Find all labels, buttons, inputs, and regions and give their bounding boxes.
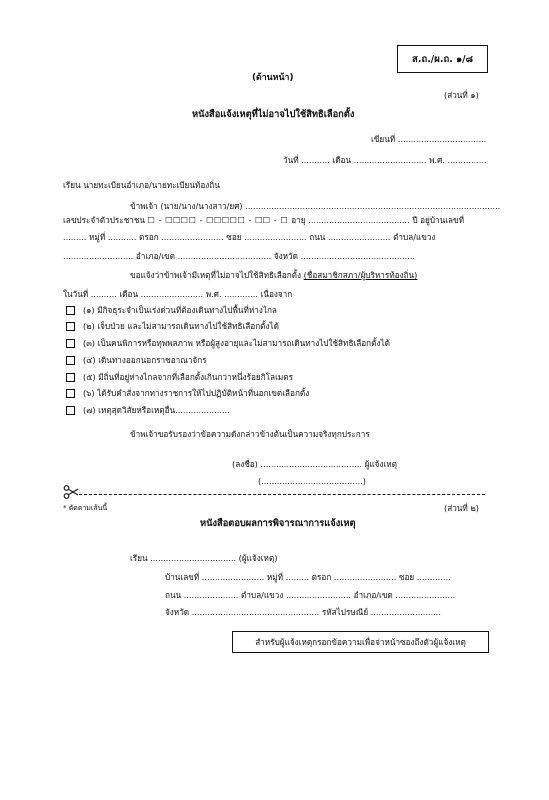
form-code-box: [397, 45, 488, 73]
reason-label-2: (๒) เจ็บป่วย และไม่สามารถเดินทางไปใช้สิทธิเลือกตั้งได้: [83, 321, 279, 331]
reason-checkbox-1[interactable]: [66, 306, 75, 315]
reason-label-5: (๕) มีถิ่นที่อยู่ห่างไกลจากที่เลือกตั้งเกินกว่าหนึ่งร้อยกิโลเมตร: [83, 372, 293, 382]
reason-checkbox-5[interactable]: [66, 373, 75, 382]
address-line-2[interactable]: ........................... อำเภอ/เขต .................................... จังหวัด ............................................: [63, 251, 416, 261]
salutation: เรียน นายทะเบียนอำเภอ/นายทะเบียนท้องถิ่น: [63, 180, 220, 190]
citizen-id-row[interactable]: [63, 215, 464, 226]
reply-address-line-1[interactable]: บ้านเลขที่ ........................ หมู่ที่ ......... ตรอก ........................ ซอย .............: [165, 572, 451, 582]
form-code: ส.ถ./ผ.ถ. ๑/๘: [412, 53, 473, 65]
written-at-field[interactable]: เขียนที่ ..................................: [371, 134, 487, 144]
reply-recipient-field[interactable]: เรียน ................................. (ผู้แจ้งเหตุ): [130, 553, 278, 563]
reason-label-4: (๔) เดินทางออกนอกราชอาณาจักร: [83, 355, 207, 365]
applicant-name-field[interactable]: ข้าพเจ้า (นาย/นาง/นางสาว/ยศ) ..................................................................................................: [130, 201, 501, 211]
applicant-note-text: สำหรับผู้แจ้งเหตุกรอกข้อความเพื่อจ่าหน้าซองถึงตัวผู้แจ้งเหตุ: [255, 636, 466, 647]
citizen-id-label: เลขประจำตัวประชาชน: [63, 215, 146, 225]
reply-address-line-2[interactable]: ถนน ..................... ตำบล/แขวง ......................... อำเภอ/เขต .......................: [165, 590, 456, 600]
citizen-id-boxes[interactable]: ☐ - ☐☐☐☐ - ☐☐☐☐☐ - ☐☐ - ☐: [147, 215, 292, 225]
reason-checkbox-3[interactable]: [66, 339, 75, 348]
election-date-field[interactable]: ในวันที่ .......... เดือน ........................ พ.ศ. ............. เนื่องจาก: [63, 289, 293, 299]
reason-checkbox-4[interactable]: [66, 356, 75, 365]
reply-title: หนังสือตอบผลการพิจารณาการแจ้งเหตุ: [200, 518, 356, 529]
reason-label-3: (๓) เป็นคนพิการหรือทุพพลภาพ หรือผู้สูงอายุและไม่สามารถเดินทางไปใช้สิทธิเลือกตั้งได้: [83, 338, 390, 348]
applicant-note-box: [232, 631, 489, 653]
address-line-1[interactable]: ......... หมู่ที่ ........... ตรอก ........................ ซอย ........................ ถนน ........................ ตำบล/แขวง: [63, 232, 436, 242]
reason-checkbox-6[interactable]: [66, 389, 75, 398]
document-title: หนังสือแจ้งเหตุที่ไม่อาจไปใช้สิทธิเลือกตั้ง: [192, 109, 355, 120]
notify-paren: (ชื่อสมาชิกสภา/ผู้บริหารท้องถิ่น): [303, 270, 418, 280]
notify-main: ขอแจ้งว่าข้าพเจ้ามีเหตุที่ไม่อาจไปใช้สิทธิเลือกตั้ง: [130, 270, 301, 280]
part2-label: (ส่วนที่ ๒): [444, 503, 479, 513]
scissors-icon: [63, 484, 79, 500]
front-label: (ด้านหน้า): [252, 73, 294, 83]
signature-field[interactable]: (ลงชื่อ) ....................................... ผู้แจ้งเหตุ: [232, 459, 397, 469]
reason-checkbox-7[interactable]: [66, 406, 75, 415]
certification-text: ข้าพเจ้าขอรับรองว่าข้อความดังกล่าวข้างต้นเป็นความจริงทุกประการ: [130, 429, 370, 439]
cut-note: * ตัดตามเส้นนี้: [63, 504, 108, 512]
signature-name-field[interactable]: (.......................................): [258, 476, 366, 486]
notify-statement: [130, 270, 417, 281]
reason-checkbox-2[interactable]: [66, 322, 75, 331]
date-field[interactable]: วันที่ ........... เดือน ............................ พ.ศ. ...............: [283, 155, 487, 165]
reason-label-1: (๑) มีกิจธุระจำเป็นเร่งด่วนที่ต้องเดินทางไปพื้นที่ห่างไกล: [83, 305, 277, 315]
reply-address-line-3[interactable]: จังหวัด ................................................. รหัสไปรษณีย์ ...........................: [165, 607, 442, 617]
reason-label-7: (๗) เหตุสุดวิสัยหรือเหตุอื่น.....................: [83, 405, 230, 415]
part1-label: (ส่วนที่ ๑): [444, 90, 479, 100]
age-house-number-field[interactable]: อายุ ....................................... ปี อยู่บ้านเลขที่: [291, 215, 465, 225]
cut-line: [79, 494, 485, 495]
reason-label-6: (๖) ได้รับคำสั่งจากทางราชการให้ไปปฏิบัติหน้าที่นอกเขตเลือกตั้ง: [83, 388, 310, 398]
